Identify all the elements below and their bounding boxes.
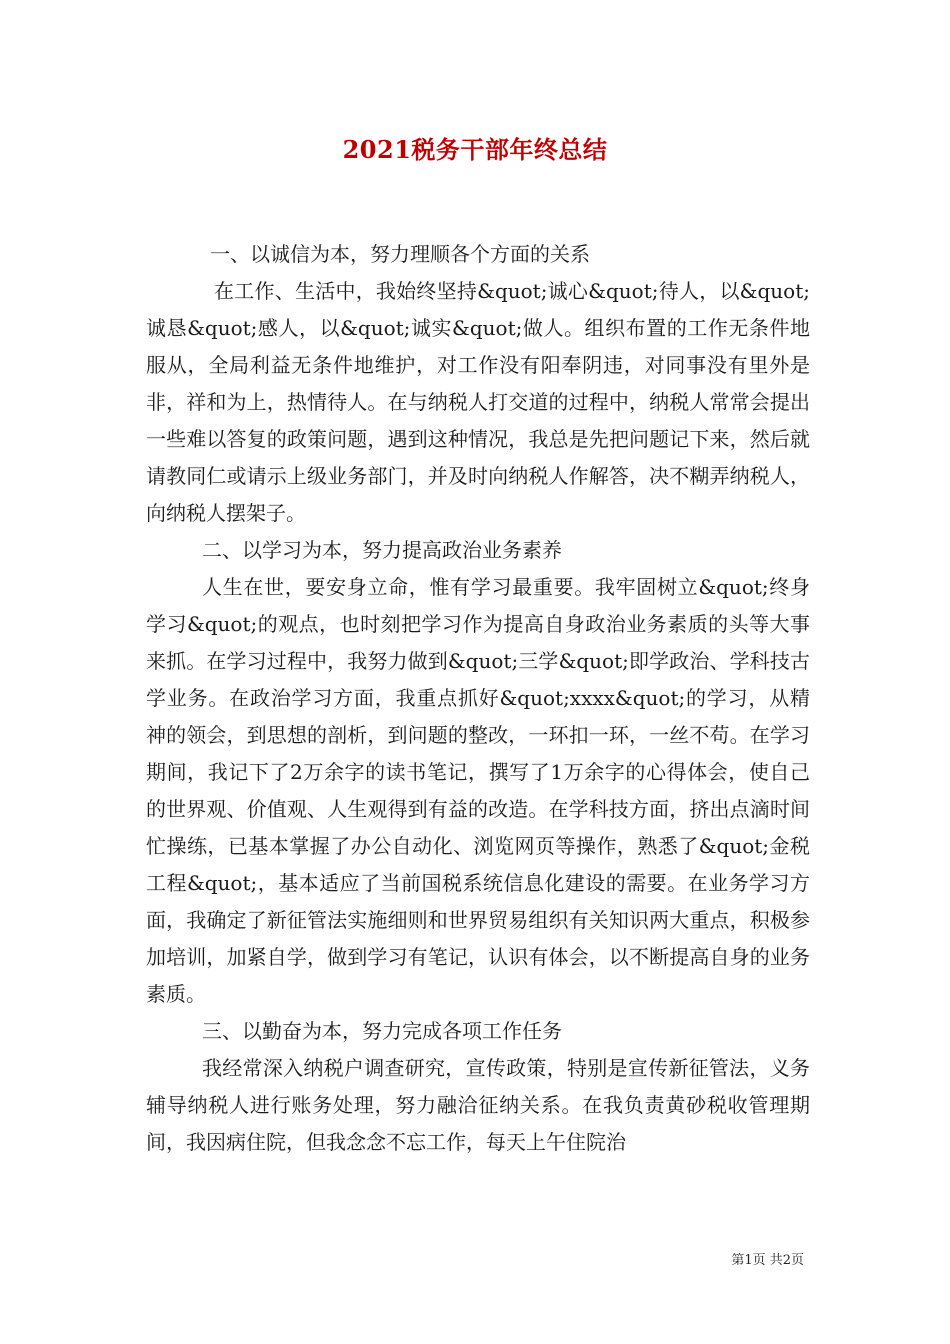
section-paragraph: 人生在世，要安身立命，惟有学习最重要。我牢固树立&quot;终身学习&quot;的观点，也时刻把学习作为提高自身政治业务素质的头等大事来抓。在学习过程中，我努力做到&quot;三学&quot;即学政治、学科技古学业务。在政治学习方面，我重点抓好&quot;xxxx&quot;的学习，从精神的领会，到思想的剖析，到问题的整改，一环扣一环，一丝不苟。在学习期间，我记下了2万余字的读书笔记，撰写了1万余字的心得体会，使自己的世界观、价值观、人生观得到有益的改造。在学科技方面，挤出点滴时间忙操练，已基本掌握了办公自动化、浏览网页等操作，熟悉了&quot;金税工程&quot;，基本适应了当前国税系统信息化建设的需要。在业务学习方面，我确定了新征管法实施细则和世界贸易组织有关知识两大重点，积极参加培训，加紧自学，做到学习有笔记，认识有体会，以不断提高自身的业务素质。	[146, 575, 810, 1006]
page-number: 第1页 共2页	[731, 1253, 804, 1268]
section-heading: 三、以勤奋为本，努力完成各项工作任务	[202, 1019, 562, 1043]
document-body	[146, 236, 810, 1161]
section-heading: 二、以学习为本，努力提高政治业务素养	[202, 538, 562, 562]
section-paragraph: 在工作、生活中，我始终坚持&quot;诚心&quot;待人，以&quot;诚恳&quot;感人，以&quot;诚实&quot;做人。组织布置的工作无条件地服从，全局利益无条件地维护，对工作没有阳奉阴违，对同事没有里外是非，祥和为上，热情待人。在与纳税人打交道的过程中，纳税人常常会提出一些难以答复的政策问题，遇到这种情况，我总是先把问题记下来，然后就请教同仁或请示上级业务部门，并及时向纳税人作解答，决不糊弄纳税人，向纳税人摆架子。	[146, 279, 810, 525]
section-heading: 一、以诚信为本，努力理顺各个方面的关系	[210, 242, 590, 266]
document-title: 2021税务干部年终总结	[342, 135, 608, 164]
section-paragraph: 我经常深入纳税户调查研究，宣传政策，特别是宣传新征管法，义务辅导纳税人进行账务处理，努力融洽征纳关系。在我负责黄砂税收管理期间，我因病住院，但我念念不忘工作，每天上午住院治	[146, 1056, 810, 1154]
